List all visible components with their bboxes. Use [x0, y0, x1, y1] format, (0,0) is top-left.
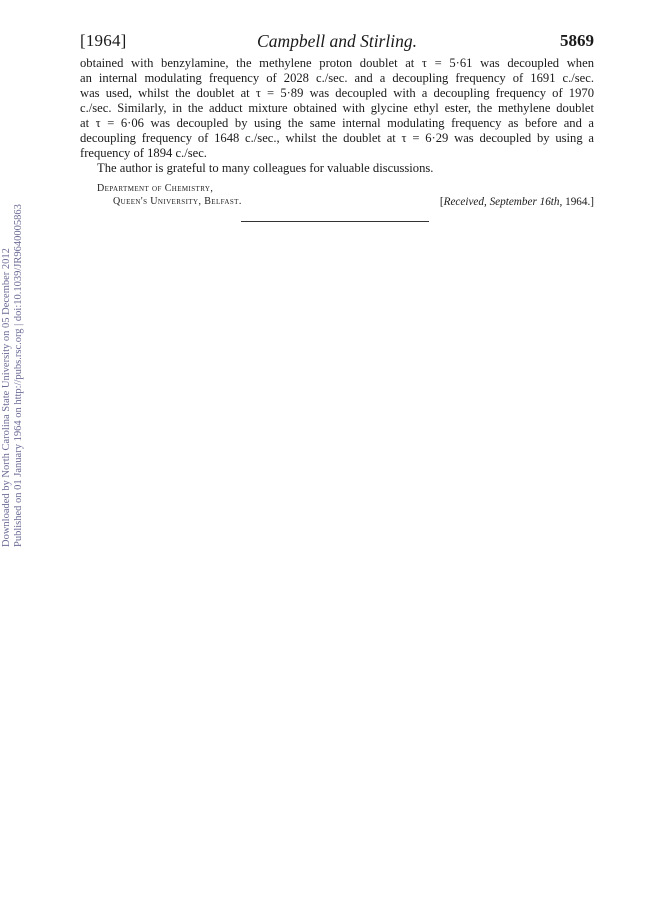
body-line: obtained with benzylamine, the methylene proton doublet at τ = 5·61 was decoupled when — [80, 56, 594, 70]
journal-year: [1964] — [80, 31, 127, 50]
body-paragraph — [80, 56, 594, 161]
received-year: 1964.] — [565, 196, 594, 208]
body-line: decoupling frequency of 1648 c./sec., whilst the doublet at τ = 6·29 was decoupled by using a — [80, 131, 594, 145]
body-line: an internal modulating frequency of 2028 c./sec. and a decoupling frequency of 1691 c./sec. — [80, 71, 594, 85]
body-line: at τ = 6·06 was decoupled by using the same internal modulating frequency as before and a — [80, 116, 594, 130]
body-line: c./sec. Similarly, in the adduct mixture obtained with glycine ethyl ester, the methylene doublet — [80, 101, 594, 115]
university-name: Queen's University, Belfast. — [113, 196, 242, 207]
acknowledgement: The author is grateful to many colleagues for valuable discussions. — [97, 161, 434, 175]
body-line: frequency of 1894 c./sec. — [80, 146, 207, 160]
end-rule — [241, 221, 429, 222]
received-label: Received, September 16th, — [443, 196, 563, 208]
publication-notice: Published on 01 January 1964 on http://pubs.rsc.org | doi:10.1039/JR9640005863 — [13, 204, 24, 547]
download-notice: Downloaded by North Carolina State University on 05 December 2012 — [1, 248, 12, 547]
department-name: Department of Chemistry, — [97, 183, 214, 194]
received-date — [440, 195, 594, 209]
received-open-bracket: [ — [439, 196, 444, 208]
running-title: Campbell and Stirling. — [257, 31, 417, 51]
body-line: was used, whilst the doublet at τ = 5·89 was decoupled with a decoupling frequency of 1970 — [80, 86, 594, 100]
page-number: 5869 — [560, 31, 594, 50]
page-header — [80, 31, 594, 51]
